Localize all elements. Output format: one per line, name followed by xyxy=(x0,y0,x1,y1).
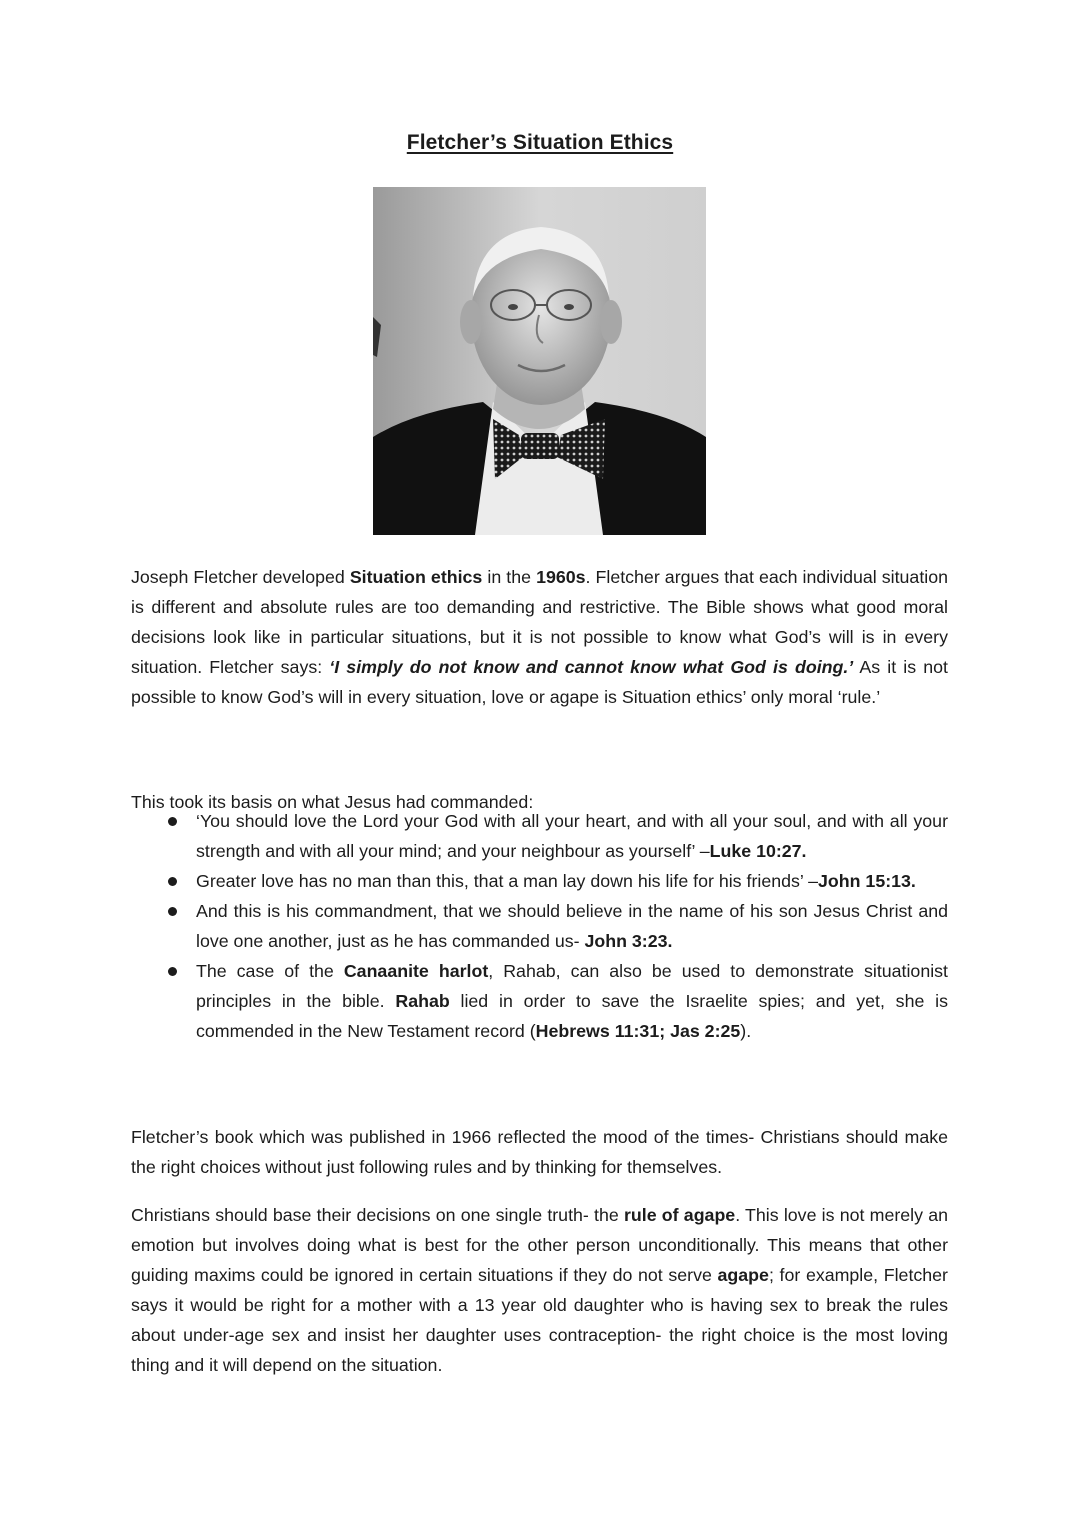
text-run: As it is not possible to know God’s will in every situation, love or agape is Situation ethics’ only moral ‘rule.’ xyxy=(131,657,948,707)
bible-reference: Luke 10:27. xyxy=(709,841,807,861)
basis-paragraph: This took its basis on what Jesus had commanded: xyxy=(131,792,534,812)
bold-term: Situation ethics xyxy=(349,567,483,587)
bible-reference: Hebrews 11:31; Jas 2:25 xyxy=(535,1021,741,1041)
bold-term: 1960s xyxy=(536,567,586,587)
portrait-photo-icon xyxy=(373,187,706,535)
bullet-text: And this is his commandment, that we should believe in the name of his son Jesus Christ and love one another, just as he has commanded us- xyxy=(196,901,948,951)
bullet-icon xyxy=(168,967,177,976)
list-item xyxy=(131,896,948,956)
list-item xyxy=(131,806,948,866)
bullet-text: Greater love has no man than this, that a man lay down his life for his friends’ – xyxy=(196,871,819,891)
bold-term: Rahab xyxy=(395,991,450,1011)
bullet-icon xyxy=(168,907,177,916)
fletcher-quote: ‘I simply do not know and cannot know what God is doing.’ xyxy=(329,657,854,677)
bullet-text: , Rahab, can also be used to demonstrate situationist principles in the bible. xyxy=(196,961,948,1011)
bold-term: agape xyxy=(717,1265,769,1285)
text-run: ; for example, Fletcher says it would be right for a mother with a 13 year old daughter who is having sex to break the rules about under-age sex and insist her daughter uses contraception- the right choice is the most loving thing and it will depend on the situation. xyxy=(131,1265,948,1375)
bullet-text: lied in order to save the Israelite spies; and yet, she is commended in the New Testament record ( xyxy=(196,991,948,1041)
bullet-icon xyxy=(168,877,177,886)
bullet-text: ‘You should love the Lord your God with all your heart, and with all your soul, and with all your strength and with all your mind; and your neighbour as yourself’ – xyxy=(196,811,948,861)
bullet-text: ). xyxy=(740,1021,752,1041)
list-item xyxy=(131,866,948,896)
text-run: . Fletcher argues that each individual situation is different and absolute rules are too demanding and restrictive. The Bible shows what good moral decisions look like in particular situations, but it is not possible to know what God’s will is in every situation. Fletcher says: xyxy=(131,567,948,677)
text-run: Christians should base their decisions on one single truth- the xyxy=(131,1205,624,1225)
page-title: Fletcher’s Situation Ethics xyxy=(406,131,674,154)
bible-reference: John 15:13. xyxy=(818,871,916,891)
text-run: . This love is not merely an emotion but involves doing what is best for the other person unconditionally. This means that other guiding maxims could be ignored in certain situations if they do not serve xyxy=(131,1205,948,1285)
agape-paragraph xyxy=(131,1200,948,1380)
book-paragraph: Fletcher’s book which was published in 1966 reflected the mood of the times- Christians should make the right choices without just following rules and by thinking for themselves. xyxy=(131,1127,948,1177)
bible-reference: John 3:23. xyxy=(584,931,673,951)
intro-paragraph xyxy=(131,562,948,712)
bullet-icon xyxy=(168,817,177,826)
bullet-list xyxy=(131,806,948,1046)
bold-term: Canaanite harlot xyxy=(343,961,489,981)
text-run: Joseph Fletcher developed xyxy=(131,567,350,587)
list-item xyxy=(131,956,948,1046)
bullet-text: The case of the xyxy=(196,961,344,981)
bold-term: rule of agape xyxy=(623,1205,736,1225)
text-run: in the xyxy=(482,567,537,587)
